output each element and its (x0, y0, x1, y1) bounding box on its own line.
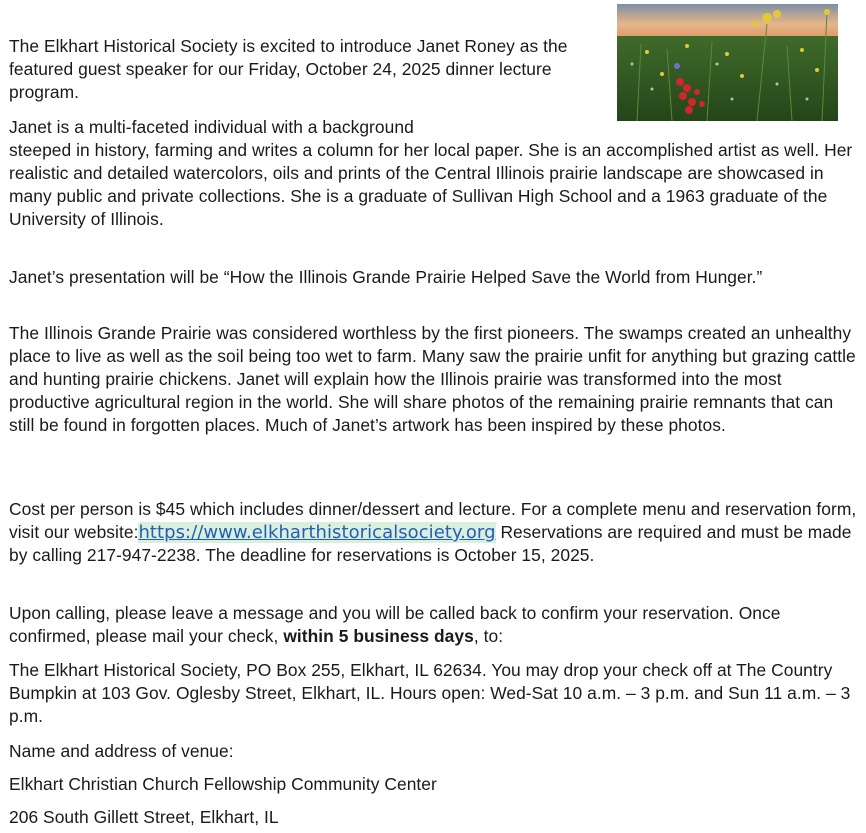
prairie-wildflowers-photo (617, 4, 838, 121)
bio-first-line: Janet is a multi-faceted individual with a background (9, 117, 414, 137)
venue-address: 206 South Gillett Street, Elkhart, IL (9, 807, 279, 827)
reservation-text: Reservations are required and must be made by calling 217-947-2238. The deadline for reservations is October 15, 2025. (9, 522, 852, 565)
intro-paragraph: The Elkhart Historical Society is excited to introduce Janet Roney as the featured guest speaker for our Friday, October 24, 2025 dinner lecture program. (9, 36, 568, 102)
venue-heading: Name and address of venue: (9, 741, 234, 761)
deadline-emphasis: within 5 business days (283, 626, 474, 646)
prairie-description-paragraph: The Illinois Grande Prairie was considered worthless by the first pioneers. The swamps created an unhealthy place to live as well as the soil being too wet to farm. Many saw the prairie unfit for anything but grazing cattle and hunting prairie chickens. Janet will explain how the Illinois prairie was transformed into the most productive agricultural region in the world. She will share photos of the remaining prairie remnants that can still be found in forgotten places. Much of Janet’s artwork has been inspired by these photos. (9, 323, 856, 435)
cost-text: Cost per person is $45 which includes dinner/dessert and lecture. For a complete menu and reservation form, visit our website: (9, 499, 857, 542)
cost-paragraph (9, 498, 861, 567)
confirmation-end: , to: (473, 626, 504, 646)
bio-paragraph: steeped in history, farming and writes a column for her local paper. She is an accomplished artist as well. Her realistic and detailed watercolors, oils and prints of the Central Illinois prairie landscape are showcased in many public and private collections. She is a graduate of Sullivan High School and a 1963 graduate of the University of Illinois. (9, 140, 853, 229)
venue-name: Elkhart Christian Church Fellowship Community Center (9, 774, 437, 794)
website-link[interactable] (138, 522, 495, 543)
website-link-text[interactable]: https://www.elkharthistoricalsociety.org (138, 522, 496, 543)
confirmation-paragraph (9, 602, 861, 648)
mailing-address-paragraph: The Elkhart Historical Society, PO Box 255, Elkhart, IL 62634. You may drop your check off at The Country Bumpkin at 103 Gov. Oglesby Street, Elkhart, IL. Hours open: Wed-Sat 10 a.m. – 3 p.m. and Sun 11 a.m. – 3 p.m. (9, 660, 851, 726)
presentation-title-paragraph: Janet’s presentation will be “How the Illinois Grande Prairie Helped Save the World from Hunger.” (9, 267, 763, 287)
confirmation-text: Upon calling, please leave a message and you will be called back to confirm your reservation. Once confirmed, please mail your check, (9, 603, 781, 646)
